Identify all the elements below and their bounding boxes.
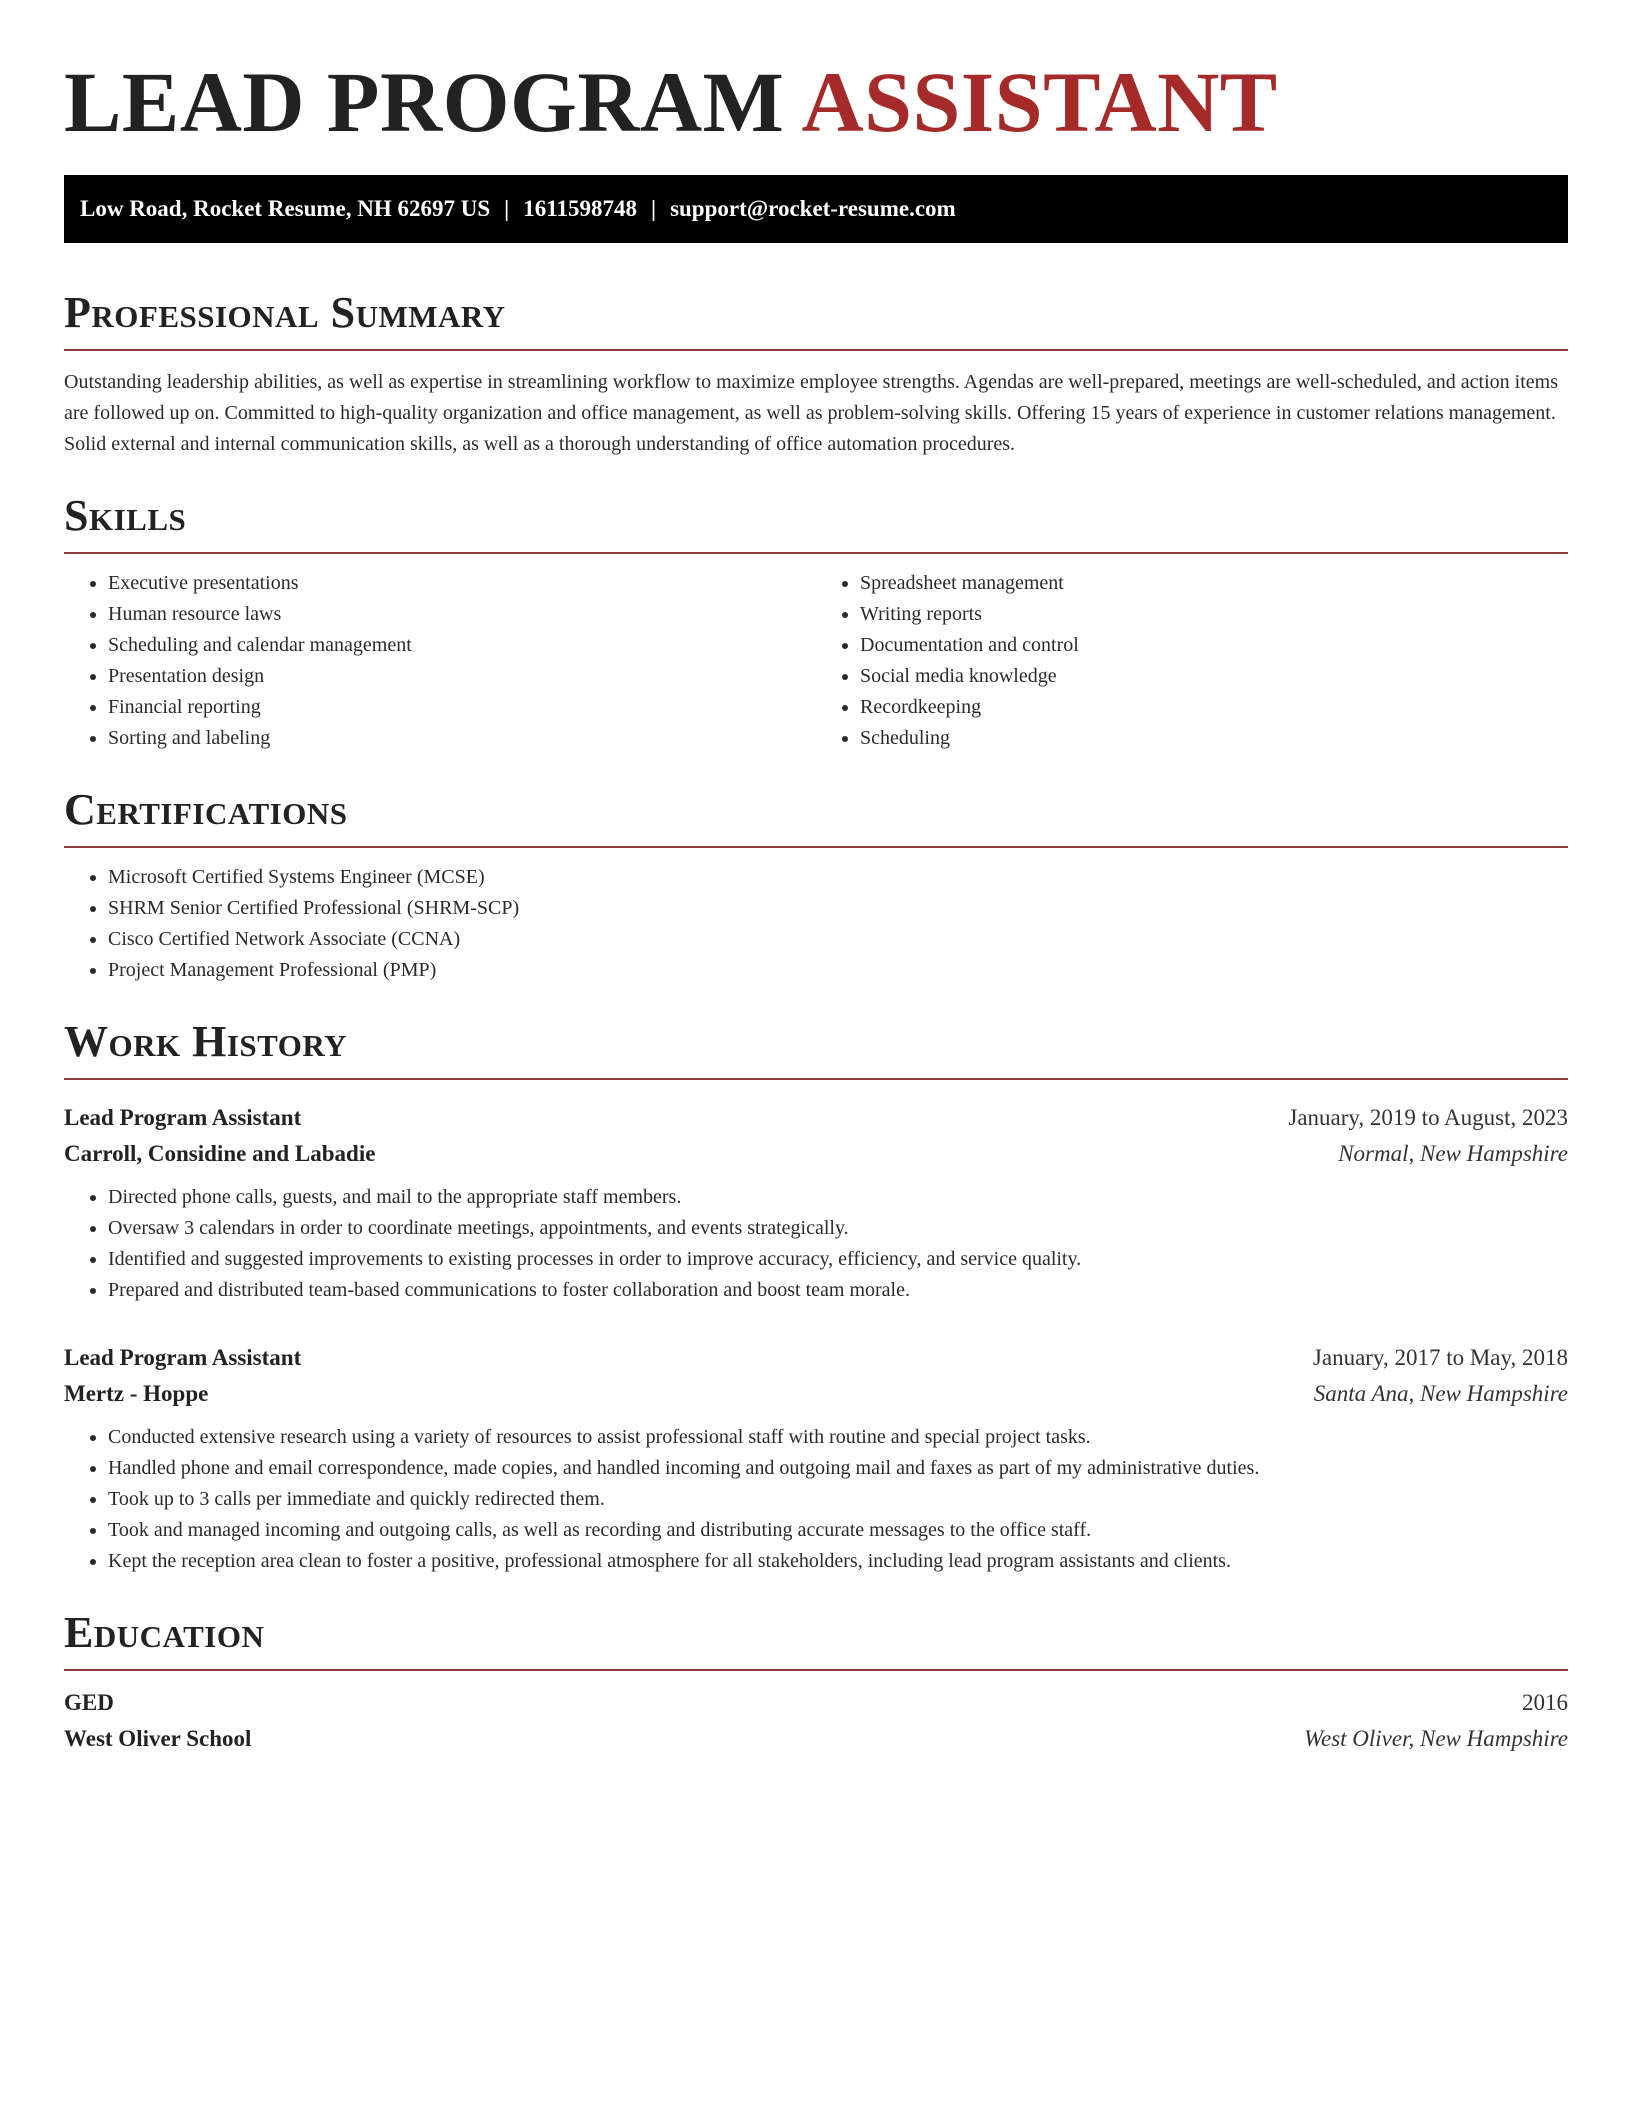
education-section [64, 1607, 1568, 1757]
skill-item: • Presentation design [108, 661, 816, 692]
education-year: 2016 [1522, 1690, 1568, 1715]
job-bullets [64, 1422, 1568, 1577]
certifications-list [64, 862, 1568, 986]
certification-item: • SHRM Senior Certified Professional (SHRM-SCP) [108, 893, 1568, 924]
certifications-section [64, 784, 1568, 986]
section-title-work-history: Work History [64, 1016, 1568, 1080]
job-bullet: • Directed phone calls, guests, and mail to the appropriate staff members. [108, 1182, 1568, 1213]
job-bullet: • Identified and suggested improvements to existing processes in order to improve accuracy, efficiency, and service quality. [108, 1244, 1568, 1275]
education-degree-row [64, 1685, 1568, 1721]
job-bullet: • Took and managed incoming and outgoing calls, as well as recording and distributing accurate messages to the office staff. [108, 1515, 1568, 1546]
job-bullet: • Oversaw 3 calendars in order to coordinate meetings, appointments, and events strategically. [108, 1213, 1568, 1244]
job-dates: January, 2017 to May, 2018 [1312, 1345, 1568, 1370]
contact-email: support@rocket-resume.com [670, 196, 956, 221]
job-company: Mertz - Hoppe [64, 1381, 209, 1406]
certification-item: • Project Management Professional (PMP) [108, 955, 1568, 986]
job-dates: January, 2019 to August, 2023 [1288, 1105, 1568, 1130]
section-title-summary: Professional Summary [64, 287, 1568, 351]
contact-separator: | [504, 196, 510, 221]
job-company-row [64, 1136, 1568, 1172]
job-bullet: • Kept the reception area clean to foster a positive, professional atmosphere for all stakeholders, including lead program assistants and clients. [108, 1546, 1568, 1577]
skill-item: • Scheduling [860, 723, 1568, 754]
contact-address: Low Road, Rocket Resume, NH 62697 US [80, 196, 491, 221]
job-title: Lead Program Assistant [64, 1105, 302, 1130]
section-title-certifications: Certifications [64, 784, 1568, 848]
skill-item: • Human resource laws [108, 599, 816, 630]
certification-item: • Microsoft Certified Systems Engineer (MCSE) [108, 862, 1568, 893]
job-bullet: • Took up to 3 calls per immediate and quickly redirected them. [108, 1484, 1568, 1515]
job-header-row [64, 1100, 1568, 1136]
skills-section [64, 490, 1568, 754]
education-location: West Oliver, New Hampshire [1303, 1726, 1568, 1751]
skill-item: • Recordkeeping [860, 692, 1568, 723]
certification-item: • Cisco Certified Network Associate (CCNA) [108, 924, 1568, 955]
contact-bar [64, 175, 1568, 243]
education-school: West Oliver School [64, 1726, 252, 1751]
name-last: ASSISTANT [801, 54, 1278, 150]
skill-item: • Documentation and control [860, 630, 1568, 661]
job-location: Normal, New Hampshire [1338, 1141, 1568, 1166]
skill-item: • Executive presentations [108, 568, 816, 599]
education-school-row [64, 1721, 1568, 1757]
job-entry [64, 1340, 1568, 1577]
job-bullet: • Conducted extensive research using a variety of resources to assist professional staff with routine and special project tasks. [108, 1422, 1568, 1453]
job-bullet: • Handled phone and email correspondence, made copies, and handled incoming and outgoing mail and faxes as part of my administrative duties. [108, 1453, 1568, 1484]
job-bullets [64, 1182, 1568, 1306]
work-history-section [64, 1016, 1568, 1577]
skill-item: • Sorting and labeling [108, 723, 816, 754]
name-first: LEAD PROGRAM [64, 54, 785, 150]
job-company-row [64, 1376, 1568, 1412]
section-title-education: Education [64, 1607, 1568, 1671]
section-title-skills: Skills [64, 490, 1568, 554]
skills-list-right [816, 568, 1568, 754]
job-location: Santa Ana, New Hampshire [1313, 1381, 1568, 1406]
skill-item: • Spreadsheet management [860, 568, 1568, 599]
education-entry [64, 1685, 1568, 1757]
summary-section [64, 287, 1568, 460]
resume-name [64, 52, 1568, 152]
skill-item: • Social media knowledge [860, 661, 1568, 692]
job-company: Carroll, Considine and Labadie [64, 1141, 376, 1166]
job-title: Lead Program Assistant [64, 1345, 302, 1370]
skill-item: • Scheduling and calendar management [108, 630, 816, 661]
skills-grid [64, 554, 1568, 754]
skills-list-left [64, 568, 816, 754]
job-entry [64, 1100, 1568, 1306]
contact-phone: 1611598748 [523, 196, 637, 221]
job-bullet: • Prepared and distributed team-based communications to foster collaboration and boost team morale. [108, 1275, 1568, 1306]
skill-item: • Financial reporting [108, 692, 816, 723]
contact-separator: | [650, 196, 657, 221]
summary-text: Outstanding leadership abilities, as well as expertise in streamlining workflow to maximize employee strengths. Agendas are well-prepared, meetings are well-scheduled, and action items are followed up on. Committed to high-quality organization and office management, as well as problem-solving skills. Offering 15 years of experience in customer relations management. Solid external and internal communication skills, as well as a thorough understanding of office automation procedures. [64, 371, 1558, 455]
skill-item: • Writing reports [860, 599, 1568, 630]
education-degree: GED [64, 1690, 114, 1715]
job-header-row [64, 1340, 1568, 1376]
